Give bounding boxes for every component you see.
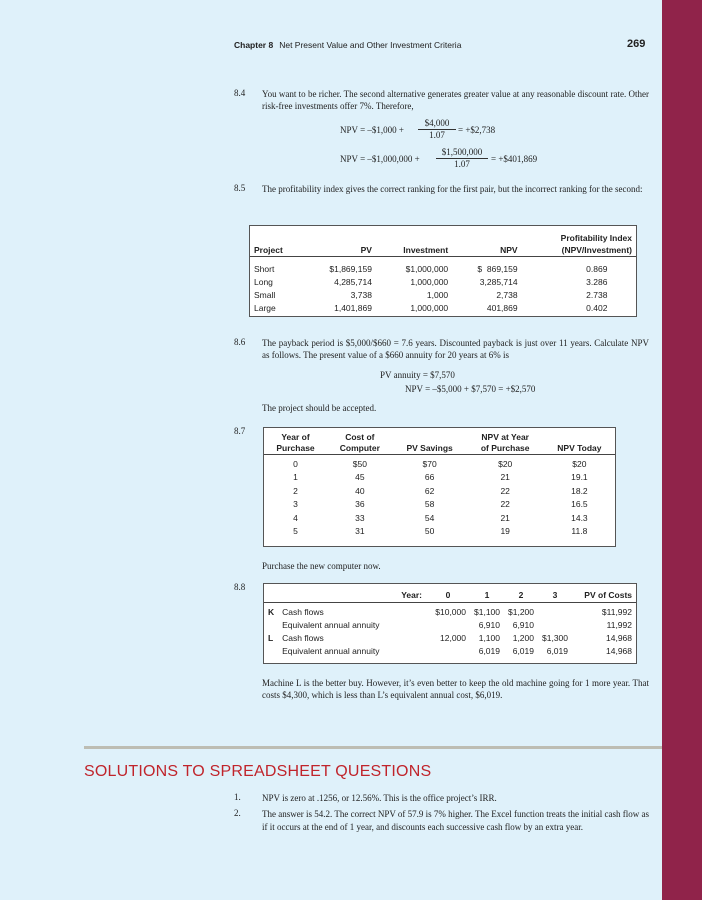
cell: 14,968 xyxy=(606,632,632,643)
cell: 3.286 xyxy=(586,276,608,287)
col-header: 0 xyxy=(445,590,451,601)
cell: $20 xyxy=(572,458,587,469)
col-header: PV of Costs xyxy=(584,590,632,601)
cell: 12,000 xyxy=(440,632,466,643)
cell xyxy=(538,618,572,631)
cell: 50 xyxy=(424,526,435,537)
equation-lhs: NPV = –$1,000 + xyxy=(340,125,404,135)
table-row xyxy=(264,631,636,644)
table-row xyxy=(264,618,636,631)
col-header: Profitability Index xyxy=(560,233,632,243)
question-number: 8.8 xyxy=(234,582,246,592)
cell: 19.1 xyxy=(571,472,588,483)
profitability-table xyxy=(249,225,637,317)
col-header: NPV at Year xyxy=(481,431,529,442)
cell: 2.738 xyxy=(586,289,608,300)
denominator: 1.07 xyxy=(429,130,445,140)
cell: 2,738 xyxy=(496,289,518,300)
chapter-title: Net Present Value and Other Investment Criteria xyxy=(279,40,462,50)
equation-lhs: NPV = –$1,000,000 + xyxy=(340,154,420,164)
page-edge-bar xyxy=(662,0,702,900)
cell: 36 xyxy=(355,499,365,510)
numerator: $1,500,000 xyxy=(436,147,488,159)
conclusion-text: Purchase the new computer now. xyxy=(262,561,381,571)
cell: $1,200 xyxy=(508,606,534,617)
fraction xyxy=(436,147,488,170)
col-header: 2 xyxy=(518,590,524,601)
col-header: of Purchase xyxy=(480,442,530,453)
section-title: SOLUTIONS TO SPREADSHEET QUESTIONS xyxy=(84,763,432,780)
col-header: PV xyxy=(360,244,372,255)
cell: Equivalent annual annuity xyxy=(282,645,380,656)
cell: 1 xyxy=(293,472,298,483)
cell: 1,000 xyxy=(426,289,449,300)
table-row xyxy=(264,605,636,618)
table-row xyxy=(250,275,636,288)
answer-text: Machine L is the better buy. However, it’s even better to keep the old machine going for 1 more year. That costs $4,300, which is less than L’s equivalent annual cost, $6,019. xyxy=(262,678,649,700)
equation: NPV = –$5,000 + $7,570 = +$2,570 xyxy=(405,384,536,394)
cell: 0.402 xyxy=(586,302,608,313)
computer-purchase-table xyxy=(263,427,616,547)
cell: Small xyxy=(254,289,276,300)
table-row xyxy=(264,457,615,471)
cell: 3,285,714 xyxy=(479,276,518,287)
cell: 1,000,000 xyxy=(410,302,449,313)
cell: 0 xyxy=(293,458,298,469)
cell: L xyxy=(268,632,274,643)
cell xyxy=(264,618,278,631)
cell: 62 xyxy=(424,485,435,496)
question-number: 8.7 xyxy=(234,426,246,436)
cell: 31 xyxy=(355,526,365,537)
table-row xyxy=(250,262,636,275)
cell: 21 xyxy=(500,512,510,523)
fraction xyxy=(418,118,456,141)
cell: 6,910 xyxy=(512,619,534,630)
table-row xyxy=(250,288,636,301)
item-number: 2. xyxy=(234,808,241,818)
equation: PV annuity = $7,570 xyxy=(380,370,455,380)
cell: 1,100 xyxy=(478,632,500,643)
cell: 4,285,714 xyxy=(334,276,372,287)
equation-rhs: = +$401,869 xyxy=(491,154,538,164)
cell: Equivalent annual annuity xyxy=(282,619,380,630)
item-text: The answer is 54.2. The correct NPV of 57.9 is 7% higher. The Excel function treats the initial cash flow as if it occurs at the end of 1 year, and discounts each successive cash flow by an extra year. xyxy=(262,809,649,832)
cell: Large xyxy=(254,302,276,313)
cell: 58 xyxy=(424,499,435,510)
answer-text: The payback period is $5,000/$660 = 7.6 years. Discounted payback is just over 11 years. Calculate NPV as follows. The present value of a $660 annuity for 20 years at 6% is xyxy=(262,338,649,360)
cell: 11,992 xyxy=(606,619,632,630)
col-header: NPV xyxy=(500,244,518,255)
col-header: Year of xyxy=(281,431,310,442)
col-header: PV Savings xyxy=(406,442,453,453)
cell: $70 xyxy=(422,458,437,469)
cell: 3 xyxy=(293,499,298,510)
cell: 16.5 xyxy=(571,499,588,510)
numerator: $4,000 xyxy=(418,118,456,130)
cell: 6,019 xyxy=(512,645,534,656)
cell: $1,300 xyxy=(542,632,568,643)
cell: 22 xyxy=(500,499,510,510)
cell: 18.2 xyxy=(571,485,588,496)
col-header: Investment xyxy=(403,244,449,255)
cell: $20 xyxy=(498,458,513,469)
cell: $1,100 xyxy=(474,606,500,617)
cell: Short xyxy=(254,263,275,274)
table-row xyxy=(264,644,636,657)
cell: 6,910 xyxy=(478,619,500,630)
cell: 2 xyxy=(293,485,298,496)
col-header: 3 xyxy=(552,590,558,601)
cell: 5 xyxy=(293,526,298,537)
question-number: 8.4 xyxy=(234,88,246,98)
question-number: 8.5 xyxy=(234,183,246,193)
col-header: 1 xyxy=(484,590,490,601)
item-number: 1. xyxy=(234,792,241,802)
cell: 14.3 xyxy=(571,512,588,523)
table-row xyxy=(264,471,615,485)
col-header: Year: xyxy=(401,590,422,601)
col-header: NPV Today xyxy=(557,442,602,453)
cell: 401,869 xyxy=(486,302,518,313)
table-row xyxy=(264,498,615,512)
cell: 19 xyxy=(500,526,510,537)
cell: $50 xyxy=(352,458,367,469)
table-row xyxy=(250,301,636,314)
table-row xyxy=(264,525,615,539)
cell: Long xyxy=(254,276,273,287)
cell: 6,019 xyxy=(546,645,568,656)
cell: 45 xyxy=(355,472,365,483)
machine-cost-table xyxy=(263,583,637,664)
cell: 1,000,000 xyxy=(410,276,449,287)
col-header: Project xyxy=(254,244,283,255)
col-header: Cost of xyxy=(345,431,375,442)
cell: 14,968 xyxy=(606,645,632,656)
section-divider xyxy=(84,746,662,749)
col-header: Computer xyxy=(339,442,380,453)
cell: $1,869,159 xyxy=(329,263,372,274)
cell: Cash flows xyxy=(282,632,324,643)
answer-text: You want to be richer. The second alternative generates greater value at any reasonable discount rate. Other risk-free investments offer 7%. Therefore, xyxy=(262,89,649,111)
running-header xyxy=(234,40,461,50)
table-row xyxy=(264,511,615,525)
cell: 6,019 xyxy=(478,645,500,656)
question-number: 8.6 xyxy=(234,337,246,347)
answer-text: The profitability index gives the correct ranking for the first pair, but the incorrect ranking for the second: xyxy=(262,184,643,194)
cell: 3,738 xyxy=(350,289,372,300)
cell: $10,000 xyxy=(435,606,466,617)
col-header: Purchase xyxy=(276,442,315,453)
cell: K xyxy=(268,606,275,617)
cell: 66 xyxy=(424,472,435,483)
cell: $1,000,000 xyxy=(405,263,449,274)
cell: $11,992 xyxy=(601,606,632,617)
cell: Cash flows xyxy=(282,606,324,617)
cell: 54 xyxy=(424,512,435,523)
cell: 1,401,869 xyxy=(334,302,372,313)
cell: 11.8 xyxy=(571,526,588,537)
cell xyxy=(426,618,470,631)
cell xyxy=(426,644,470,657)
cell: 40 xyxy=(355,485,365,496)
cell: 4 xyxy=(293,512,298,523)
page-number: 269 xyxy=(627,38,646,50)
denominator: 1.07 xyxy=(454,159,470,169)
item-text: NPV is zero at .1256, or 12.56%. This is the office project’s IRR. xyxy=(262,793,497,803)
cell xyxy=(264,644,278,657)
cell: 1,200 xyxy=(512,632,534,643)
table-row xyxy=(264,484,615,498)
cell: $ 869,159 xyxy=(477,263,518,274)
cell: 22 xyxy=(500,485,510,496)
equation-rhs: = +$2,738 xyxy=(458,125,496,135)
chapter-label: Chapter 8 xyxy=(234,40,274,50)
conclusion-text: The project should be accepted. xyxy=(262,403,377,413)
cell: 0.869 xyxy=(586,263,608,274)
cell: 21 xyxy=(500,472,510,483)
col-header: (NPV/Investment) xyxy=(561,244,632,255)
cell: 33 xyxy=(355,512,365,523)
cell xyxy=(538,605,572,618)
